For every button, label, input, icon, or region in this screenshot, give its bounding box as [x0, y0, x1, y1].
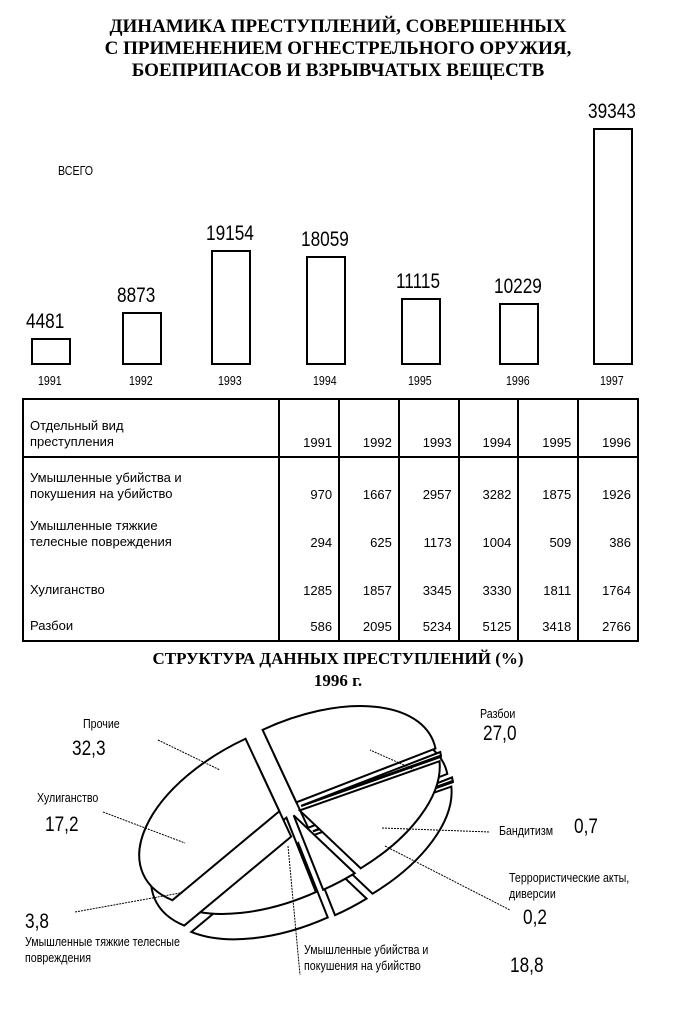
slice-value: 0,7	[574, 815, 598, 838]
bar	[499, 303, 539, 365]
table-cell: 970	[279, 457, 339, 506]
table-cell: 1667	[339, 457, 399, 506]
table-cell: 3282	[459, 457, 519, 506]
bar	[211, 250, 251, 365]
year-header: 1991	[279, 399, 339, 457]
pie-subtitle: 1996 г.	[313, 671, 363, 690]
table-row	[23, 554, 638, 602]
table-cell: 1764	[578, 554, 638, 602]
bar-value-label: 10229	[494, 275, 542, 299]
title-line: С ПРИМЕНЕНИЕМ ОГНЕСТРЕЛЬНОГО ОРУЖИЯ,	[104, 38, 572, 59]
slice-value: 3,8	[25, 910, 49, 933]
x-tick-label: 1992	[129, 373, 153, 388]
table-cell: 5125	[459, 602, 519, 641]
year-header: 1994	[459, 399, 519, 457]
bar-value-label: 8873	[117, 283, 156, 307]
header-label-text: Отдельный вид преступления	[30, 418, 124, 449]
table-cell: 3330	[459, 554, 519, 602]
header-label	[23, 399, 279, 457]
table-cell: 1857	[339, 554, 399, 602]
table-cell: 386	[578, 506, 638, 554]
table-row	[23, 457, 638, 506]
table-cell: 509	[518, 506, 578, 554]
year-header: 1993	[399, 399, 459, 457]
series-label: ВСЕГО	[58, 163, 94, 178]
table-cell: 1811	[518, 554, 578, 602]
table-cell: 2095	[339, 602, 399, 641]
x-tick-label: 1993	[218, 373, 242, 388]
row-label: Умышленные тяжкие телесные повреждения	[23, 506, 279, 554]
x-tick-label: 1991	[38, 373, 62, 388]
table-cell: 3345	[399, 554, 459, 602]
row-label: Умышленные убийства и покушения на убийство	[23, 457, 279, 506]
table-cell: 2766	[578, 602, 638, 641]
table-row	[23, 602, 638, 641]
bar-value-label: 11115	[396, 270, 441, 294]
bar	[401, 298, 441, 365]
table-cell: 625	[339, 506, 399, 554]
table-cell: 1875	[518, 457, 578, 506]
table-cell: 1285	[279, 554, 339, 602]
row-label: Хулиганство	[23, 554, 279, 602]
slice-value: 18,8	[510, 954, 544, 977]
x-tick-label: 1996	[506, 373, 530, 388]
slice-label: Умышленные убийства и покушения на убийство	[304, 942, 429, 973]
x-tick-label: 1994	[313, 373, 337, 388]
slice-label: Прочие	[83, 716, 120, 731]
slice-value: 17,2	[45, 813, 79, 836]
bar-value-label: 4481	[26, 310, 65, 333]
slice-value: 32,3	[72, 737, 106, 760]
year-header: 1996	[578, 399, 638, 457]
slice-label: Хулиганство	[37, 790, 99, 805]
title-line: ДИНАМИКА ПРЕСТУПЛЕНИЙ, СОВЕРШЕННЫХ	[109, 16, 567, 37]
bar-value-label: 18059	[301, 228, 349, 252]
pie-chart-title	[0, 648, 676, 692]
bar	[31, 338, 71, 365]
table-cell: 2957	[399, 457, 459, 506]
bar	[122, 312, 162, 365]
table-cell: 1926	[578, 457, 638, 506]
slice-label: Бандитизм	[499, 823, 554, 838]
slice-label: Умышленные тяжкие телесные повреждения	[25, 934, 180, 965]
x-tick-label: 1997	[600, 373, 624, 388]
pie-title: СТРУКТУРА ДАННЫХ ПРЕСТУПЛЕНИЙ (%)	[152, 649, 524, 668]
table-cell: 294	[279, 506, 339, 554]
table-cell: 1173	[399, 506, 459, 554]
slice-value: 0,2	[523, 906, 547, 929]
year-header: 1995	[518, 399, 578, 457]
bar-chart-title	[0, 16, 676, 82]
bar-value-label: 19154	[206, 221, 254, 245]
table-cell: 586	[279, 602, 339, 641]
bar	[306, 256, 346, 365]
slice-label: Разбои	[480, 706, 516, 721]
table-row	[23, 506, 638, 554]
x-tick-label: 1995	[408, 373, 432, 388]
bar	[593, 128, 633, 365]
bar-value-label: 39343	[588, 100, 636, 123]
slice-label: Террористические акты, диверсии	[509, 870, 630, 901]
table-cell: 1004	[459, 506, 519, 554]
leader-line	[385, 846, 510, 910]
row-label: Разбои	[23, 602, 279, 641]
table-header-row	[23, 399, 638, 457]
table-cell: 5234	[399, 602, 459, 641]
table-cell: 3418	[518, 602, 578, 641]
slice-value: 27,0	[483, 722, 517, 745]
title-line: БОЕПРИПАСОВ И ВЗРЫВЧАТЫХ ВЕЩЕСТВ	[131, 60, 545, 81]
leader-line	[158, 740, 220, 770]
year-header: 1992	[339, 399, 399, 457]
crime-table	[22, 398, 639, 642]
